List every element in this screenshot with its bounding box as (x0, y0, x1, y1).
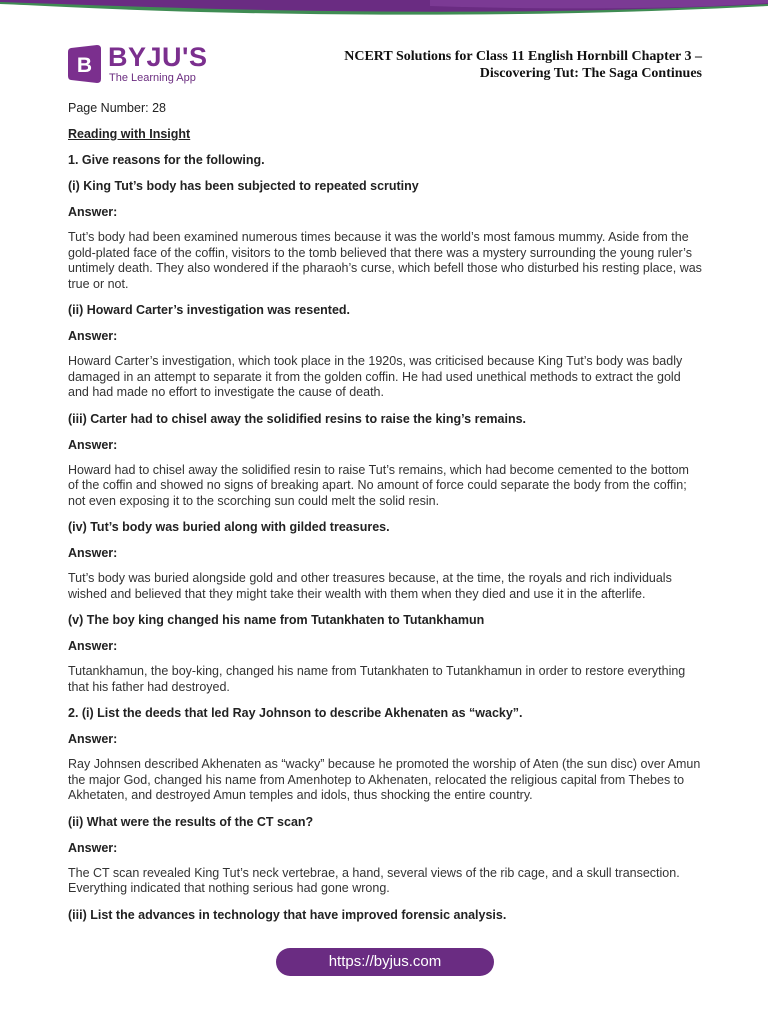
question-1-i: (i) King Tut’s body has been subjected to repeated scrutiny (68, 179, 419, 193)
byjus-logo (67, 44, 217, 86)
top-band-graphic (0, 0, 768, 20)
answer-label: Answer: (68, 329, 118, 343)
question-2-iii: (iii) List the advances in technology that have improved forensic analysis. (68, 907, 507, 922)
brand-tagline: The Learning App (109, 72, 196, 84)
answer-2-ii: The CT scan revealed King Tut’s neck vertebrae, a hand, several views of the rib cage, and a skull transection. Everything indicated that nothing serious had gone wrong. (68, 865, 680, 895)
brand-name: BYJU'S (108, 42, 208, 72)
section-heading: Reading with Insight (68, 127, 191, 141)
byjus-badge-icon (67, 44, 103, 84)
answer-1-i: Tut’s body had been examined numerous times because it was the world’s most famous mummy. Aside from the gold-plated face of the coffin, visitors to the tomb believed that there was a mystery surrounding the young ruler’s untimely death. They also wondered if the pharaoh’s curse, which befell those who disturbed his resting place, was true or not. (68, 230, 702, 291)
answer-1-iv: Tut’s body was buried alongside gold and other treasures because, at the time, the royals and rich individuals wished and believed that they might take their wealth with them when they died and use it in the afterlife. (68, 571, 672, 601)
footer-url-link[interactable]: https://byjus.com (276, 948, 494, 976)
answer-1-v: Tutankhamun, the boy-king, changed his name from Tutankhaten to Tutankhamun in order to restore everything that his father had destroyed. (68, 664, 686, 694)
answer-label: Answer: (68, 840, 118, 855)
page-number: Page Number: 28 (68, 101, 166, 115)
answer-label: Answer: (68, 205, 118, 219)
question-1-iii: (iii) Carter had to chisel away the solidified resins to raise the king’s remains. (68, 411, 527, 426)
answer-1-iii: Howard had to chisel away the solidified resin to raise Tut’s remains, which had become cemented to the bottom of the coffin and showed no signs of breaking apart. No amount of force could separate the body from the coffin; not even exposing it to the scorching sun could melt the solid resin. (68, 462, 689, 508)
answer-2-i: Ray Johnsen described Akhenaten as “wacky” because he promoted the worship of Aten (the sun disc) over Amun the major God, changed his name from Amenhotep to Akhenaten, relocated the religious capital from Thebes to Akhetaten, and destroyed Amun temples and idols, thus shocking the entire country. (68, 757, 701, 802)
answer-label: Answer: (68, 732, 118, 746)
answer-label: Answer: (68, 639, 118, 653)
document-title-line-1: NCERT Solutions for Class 11 English Hornbill Chapter 3 – (344, 49, 702, 64)
question-2-ii: (ii) What were the results of the CT scan? (68, 814, 314, 829)
answer-label: Answer: (68, 546, 118, 560)
intro-question: 1. Give reasons for the following. (68, 153, 265, 167)
document-title (282, 48, 702, 82)
top-decorative-band (0, 0, 768, 20)
badge-letter: B (76, 54, 93, 77)
question-1-iv: (iv) Tut’s body was buried along with gilded treasures. (68, 520, 390, 534)
document-title-line-2: Discovering Tut: The Saga Continues (479, 66, 702, 81)
answer-label: Answer: (68, 437, 118, 452)
question-1-v: (v) The boy king changed his name from Tutankhaten to Tutankhamun (68, 613, 485, 627)
answer-1-ii: Howard Carter’s investigation, which took place in the 1920s, was criticised because King Tut’s body was badly damaged in an attempt to separate it from the golden coffin. He had used unethical methods to extract the gold and had made no effort to investigate the cause of death. (68, 354, 683, 399)
question-2-i: 2. (i) List the deeds that led Ray Johnson to describe Akhenaten as “wacky”. (68, 706, 523, 720)
question-1-ii: (ii) Howard Carter’s investigation was resented. (68, 303, 351, 317)
document-body (68, 100, 702, 933)
